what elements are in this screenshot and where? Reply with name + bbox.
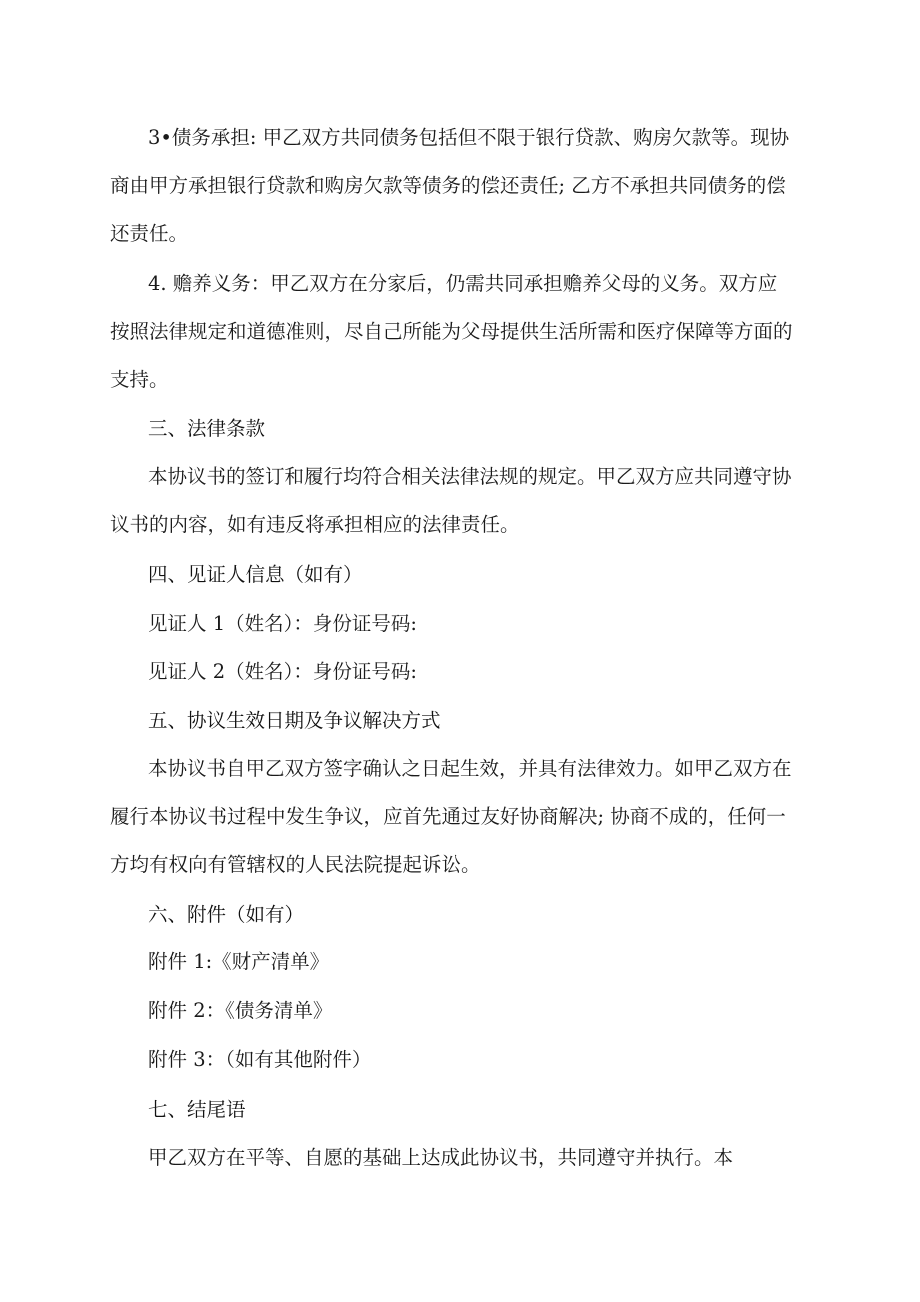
paragraph-line: 商由甲方承担银行贷款和购房欠款等债务的偿还责任; 乙方不承担共同债务的偿 [110, 174, 786, 197]
paragraph-line: 4. 赡养义务：甲乙双方在分家后，仍需共同承担赡养父母的义务。双方应 [148, 272, 778, 295]
paragraph-line: 还责任。 [110, 222, 189, 245]
paragraph-line: 本协议书的签订和履行均符合相关法律法规的规定。甲乙双方应共同遵守协 [148, 465, 792, 488]
paragraph-line: 支持。 [110, 368, 169, 391]
paragraph-line: 履行本协议书过程中发生争议，应首先通过友好协商解决; 协商不成的，任何一 [110, 805, 786, 828]
section-heading-closing: 七、结尾语 [148, 1098, 246, 1121]
section-heading-witness: 四、见证人信息（如有） [148, 563, 363, 586]
section-heading-attachments: 六、附件（如有） [148, 903, 305, 926]
paragraph-line: 甲乙双方在平等、自愿的基础上达成此协议书，共同遵守并执行。本 [148, 1146, 734, 1169]
section-heading-law: 三、法律条款 [148, 417, 266, 440]
attachment-line: 附件 1:《财产清单》 [148, 950, 330, 973]
attachment-line: 附件 3：（如有其他附件） [148, 1048, 372, 1071]
witness-line: 见证人 2（姓名）：身份证号码: [148, 660, 417, 683]
section-heading-effective: 五、协议生效日期及争议解决方式 [148, 709, 441, 732]
paragraph-line: 本协议书自甲乙双方签字确认之日起生效，并具有法律效力。如甲乙双方在 [148, 757, 792, 780]
witness-line: 见证人 1（姓名）：身份证号码: [148, 612, 417, 635]
paragraph-line: 议书的内容，如有违反将承担相应的法律责任。 [110, 513, 520, 536]
paragraph-line: 按照法律规定和道德准则，尽自己所能为父母提供生活所需和医疗保障等方面的 [110, 320, 793, 343]
attachment-line: 附件 2：《债务清单》 [148, 999, 333, 1022]
paragraph-line: 3•债务承担: 甲乙双方共同债务包括但不限于银行贷款、购房欠款等。现协 [148, 126, 790, 149]
paragraph-line: 方均有权向有管辖权的人民法院提起诉讼。 [110, 853, 481, 876]
